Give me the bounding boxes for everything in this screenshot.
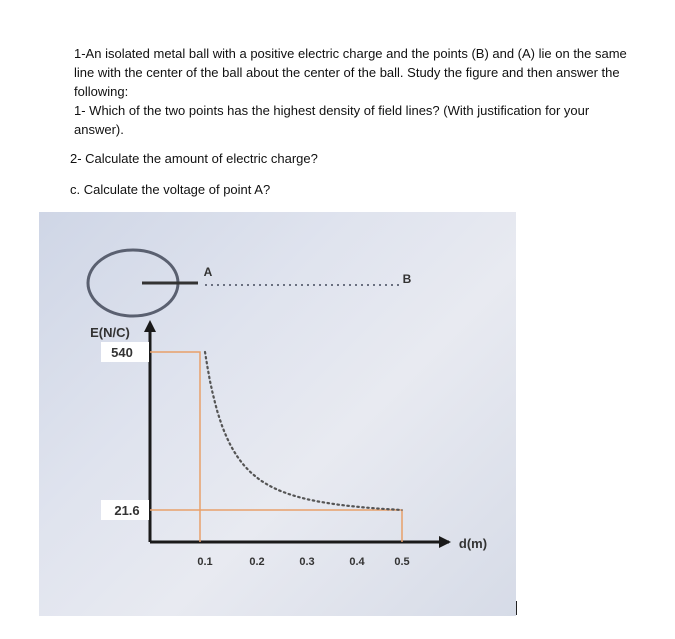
- curve-point-7: [377, 508, 379, 510]
- field-curve: [205, 352, 402, 510]
- point-b-label: B: [402, 272, 412, 286]
- text-cursor: [516, 601, 517, 615]
- question-text: [74, 44, 664, 139]
- x-axis-label: d(m): [458, 536, 488, 551]
- curve-point-5: [327, 502, 329, 504]
- curve-point-4: [303, 498, 305, 500]
- x-tick-0-1: 0.1: [197, 556, 213, 568]
- curve-point-6: [352, 506, 354, 508]
- question-line-1: 1-An isolated metal ball with a positive electric charge and the points (B) and (A) lie on the same: [74, 46, 627, 61]
- curve-point-0: [204, 351, 206, 353]
- question-line-3: following:: [74, 84, 129, 99]
- curve-point-8: [401, 509, 403, 511]
- question-line-2: line with the center of the ball about the center of the ball. Study the figure and then answer the: [74, 65, 620, 80]
- question-3: c. Calculate the voltage of point A?: [70, 182, 271, 197]
- field-graph: [39, 212, 516, 616]
- y-axis-arrow: [144, 320, 156, 332]
- x-tick-0-2: 0.2: [249, 556, 265, 568]
- figure-photo: [39, 212, 516, 616]
- curve-point-1: [229, 443, 231, 445]
- guide-21-6: [150, 510, 402, 542]
- y-tick-540: 540: [111, 345, 133, 360]
- y-axis-label: E(N/C): [90, 325, 130, 340]
- x-tick-0-4: 0.4: [349, 556, 365, 568]
- x-tick-0-5: 0.5: [394, 556, 410, 568]
- point-a-label: A: [203, 265, 213, 279]
- y-tick-21-6: 21.6: [114, 503, 140, 518]
- x-tick-0-3: 0.3: [299, 556, 315, 568]
- question-2: 2- Calculate the amount of electric charge?: [70, 151, 318, 166]
- guide-540: [150, 352, 200, 542]
- curve-point-2: [254, 475, 256, 477]
- curve-point-3: [278, 490, 280, 492]
- x-axis-arrow: [439, 536, 451, 548]
- question-line-4: 1- Which of the two points has the highest density of field lines? (With justification for your: [74, 103, 590, 118]
- question-line-5: answer).: [74, 122, 124, 137]
